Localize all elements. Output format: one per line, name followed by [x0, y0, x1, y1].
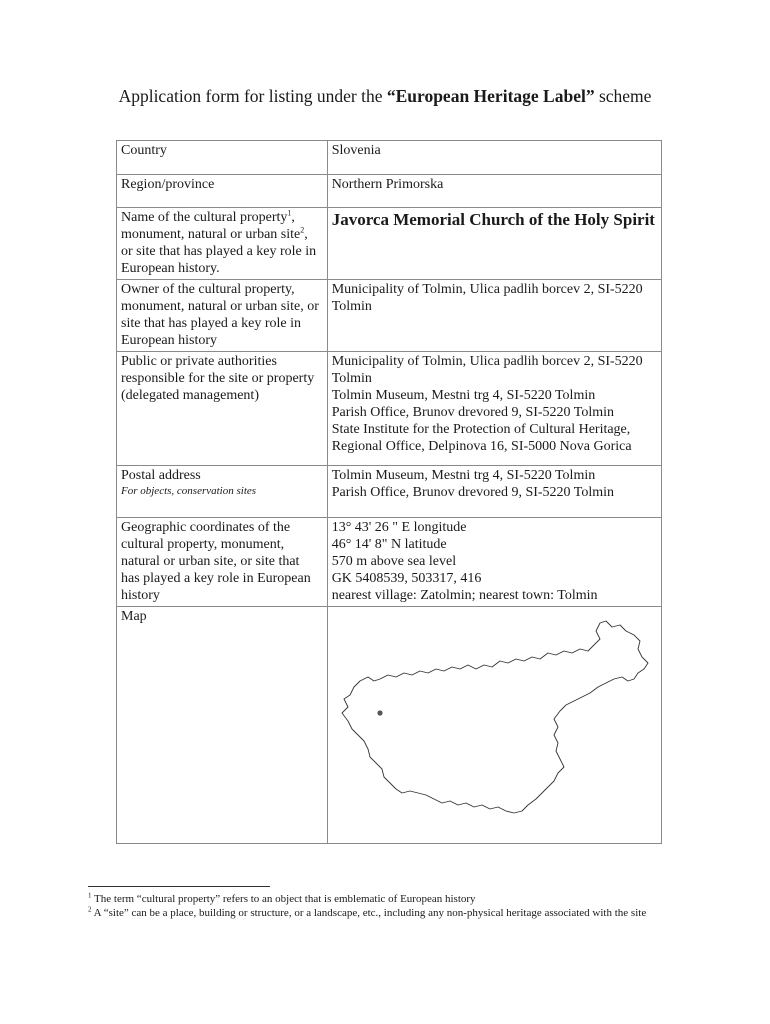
- footnote-2: $^2$ A “site” can be a place, building or structure, or a landscape, etc., including any non-physical heritage associated with the site: [88, 905, 647, 919]
- geo-value: 13° 43' 26 " E longitude 46° 14' 8" N latitude 570 m above sea level GK 5408539, 503317, 416 nearest village: Zatolmin; nearest town: Tolmin: [327, 518, 661, 607]
- footnote-1: $^1$ The term “cultural property” refers to an object that is emblematic of European history: [88, 891, 476, 905]
- region-value: Northern Primorska: [327, 175, 661, 208]
- row-region: [117, 175, 662, 208]
- postal-sublabel: For objects, conservation sites: [121, 485, 257, 497]
- geo-label: Geographic coordinates of the cultural property, monument, natural or urban site, or site that has played a key role in European history: [117, 518, 328, 607]
- row-authorities: [117, 352, 662, 466]
- row-country: [117, 141, 662, 175]
- row-map: [117, 607, 662, 844]
- slovenia-map: [328, 607, 661, 843]
- owner-label: Owner of the cultural property, monument, natural or urban site, or site that has played a key role in European history: [117, 280, 328, 352]
- javorca-location-marker: [377, 710, 382, 715]
- slovenia-border: [342, 621, 648, 813]
- title-prefix: Application form for listing under the: [118, 86, 387, 106]
- title-suffix: scheme: [594, 86, 652, 106]
- row-postal: [117, 466, 662, 518]
- country-label: Country: [117, 141, 328, 175]
- footnote-separator: [88, 886, 270, 887]
- map-label: Map: [117, 607, 328, 844]
- footnote-ref-1: 1: [287, 208, 292, 218]
- map-cell: [327, 607, 661, 844]
- footnotes: [88, 892, 678, 920]
- title-bold: “European Heritage Label”: [386, 86, 595, 106]
- document-title: [0, 86, 770, 107]
- name-label: Name of the cultural property$^1$, monument, natural or urban site$^2$, or site that has played a key role in European history.: [117, 208, 328, 280]
- row-name: [117, 208, 662, 280]
- postal-value: Tolmin Museum, Mestni trg 4, SI-5220 Tolmin Parish Office, Brunov drevored 9, SI-5220 Tolmin: [327, 466, 661, 518]
- row-owner: [117, 280, 662, 352]
- authorities-value: Municipality of Tolmin, Ulica padlih borcev 2, SI-5220 Tolmin Tolmin Museum, Mestni trg 4, SI-5220 Tolmin Parish Office, Brunov drevored 9, SI-5220 Tolmin State Institute for the Protection of Cultural Heritage, Regional Office, Delpinova 16, SI-5000 Nova Gorica: [327, 352, 661, 466]
- region-label: Region/province: [117, 175, 328, 208]
- application-form-table: [116, 140, 662, 844]
- authorities-label: Public or private authorities responsible for the site or property (delegated management): [117, 352, 328, 466]
- row-geo: [117, 518, 662, 607]
- footnote-ref-2: 2: [300, 225, 305, 235]
- slovenia-outline-map: [328, 607, 664, 857]
- name-value: [327, 208, 661, 280]
- country-value: Slovenia: [327, 141, 661, 175]
- property-name: Javorca Memorial Church of the Holy Spirit: [331, 210, 655, 229]
- owner-value: Municipality of Tolmin, Ulica padlih borcev 2, SI-5220 Tolmin: [327, 280, 661, 352]
- postal-label: Postal address For objects, conservation sites: [117, 466, 328, 518]
